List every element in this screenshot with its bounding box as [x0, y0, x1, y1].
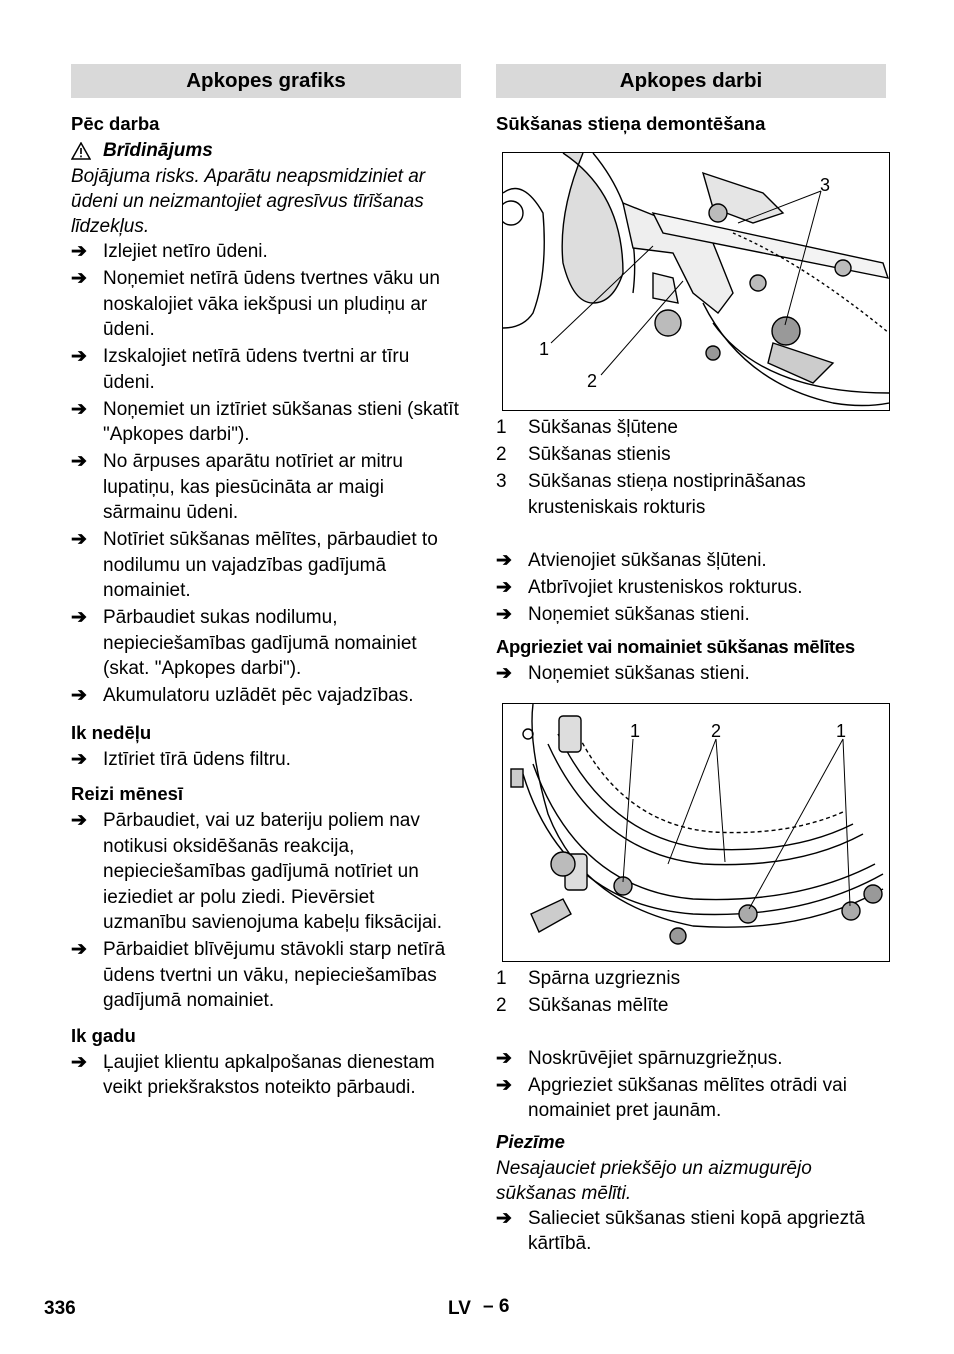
- callout-label: 2: [587, 371, 598, 391]
- warning-heading: [71, 138, 461, 164]
- legend-item: 1 Sūkšanas šļūtene: [496, 417, 678, 438]
- arrow-icon: ➔: [496, 576, 512, 598]
- list-item: ➔ No ārpuses aparātu notīriet ar mitru lupatiņu, kas piesūcināta ar maigi sārmainu ūdeni.: [71, 451, 403, 523]
- figure-squeegee-blades: [502, 703, 890, 962]
- list-item: ➔ Noskrūvējiet spārnuzgriežņus.: [496, 1046, 886, 1072]
- list-item: ➔ Pārbaudiet sukas nodilumu, nepieciešamības gadījumā nomainiet (skat. "Apkopes darbi").: [71, 607, 417, 679]
- list-item: ➔ Pārbaudiet, vai uz bateriju poliem nav notikusi oksidēšanās reakcija, nepieciešamības gadījumā notīriet un ieziediet ar polu ziedi. Pievērsiet uzmanību savienojuma kabeļu fiksācijai.: [71, 810, 443, 933]
- figure-squeegee-mount: [502, 152, 890, 411]
- list-item: ➔ Pārbaidiet blīvējumu stāvokli starp netīrā ūdens tvertni un vāku, nepieciešamības gadījumā nomainiet.: [71, 939, 446, 1011]
- arrow-icon: ➔: [71, 939, 87, 960]
- list-item: ➔ Noņemiet sūkšanas stieni.: [496, 661, 886, 687]
- list-item: ➔ Ļaujiet klientu apkalpošanas dienestam veikt priekšrakstos noteikto pārbaudi.: [71, 1051, 435, 1098]
- list-item: ➔ Notīriet sūkšanas mēlītes, pārbaudiet to nodilumu un vajadzības gadījumā nomainiet.: [71, 529, 438, 601]
- remove-steps-list: [496, 548, 886, 628]
- list-item: ➔ Noņemiet netīrā ūdens tvertnes vāku un noskalojiet vāka iekšpusi un pludiņu ar ūdeni.: [71, 268, 440, 340]
- arrow-icon: ➔: [71, 268, 87, 289]
- note-label: Piezīme: [496, 1130, 565, 1152]
- list-item: ➔ Izlejiet netīro ūdeni.: [71, 239, 461, 265]
- arrow-icon: ➔: [496, 1047, 512, 1069]
- warning-label: Brīdinājums: [103, 140, 213, 161]
- warning-icon: [71, 142, 91, 160]
- right-column: [496, 64, 886, 1258]
- legend-list-1: [496, 415, 886, 520]
- callout-label: 1: [539, 339, 550, 359]
- after-work-list: [71, 239, 461, 709]
- arrow-icon: ➔: [71, 241, 87, 262]
- arrow-icon: ➔: [496, 549, 512, 571]
- language-code: LV: [448, 1298, 471, 1319]
- weekly-list: [71, 747, 461, 773]
- legend-item: 1 Spārna uzgrieznis: [496, 967, 681, 989]
- replace-steps-list: [496, 1046, 886, 1124]
- warning-text: Bojājuma risks. Aparātu neapsmidziniet ar ūdeni un neizmantojiet agresīvus tīrīšanas līdzekļus.: [71, 166, 426, 237]
- section-page-ref: – 6: [483, 1296, 510, 1317]
- arrow-icon: ➔: [496, 1074, 512, 1096]
- list-item: ➔ Atvienojiet sūkšanas šļūteni.: [496, 548, 886, 574]
- page-number: 336: [44, 1298, 76, 1319]
- arrow-icon: ➔: [71, 685, 87, 706]
- section-header-maintenance-work: Apkopes darbi: [496, 64, 886, 98]
- arrow-icon: ➔: [71, 748, 87, 770]
- arrow-icon: ➔: [71, 607, 87, 628]
- arrow-icon: ➔: [71, 398, 87, 420]
- callout-label: 1: [836, 721, 847, 741]
- list-item: ➔ Atbrīvojiet krusteniskos rokturus.: [496, 575, 886, 601]
- note-text: Nesajauciet priekšējo un aizmugurējo sūkšanas mēlīti.: [496, 1157, 812, 1204]
- legend-item: 2 Sūkšanas stienis: [496, 444, 671, 465]
- subheading-remove-squeegee: Sūkšanas stieņa demontēšana: [496, 113, 766, 134]
- subheading-replace-blades: Apgrieziet vai nomainiet sūkšanas mēlītes: [496, 636, 855, 657]
- callout-label: 3: [820, 175, 831, 195]
- list-item: ➔ Izskalojiet netīrā ūdens tvertni ar tīru ūdeni.: [71, 346, 410, 393]
- subheading-yearly: Ik gadu: [71, 1024, 136, 1046]
- legend-item: 2 Sūkšanas mēlīte: [496, 994, 669, 1016]
- arrow-icon: ➔: [71, 346, 87, 367]
- section-header-maintenance-schedule: Apkopes grafiks: [71, 64, 461, 98]
- subheading-after-work: Pēc darba: [71, 113, 160, 134]
- arrow-icon: ➔: [496, 663, 512, 684]
- subheading-weekly: Ik nedēļu: [71, 721, 152, 743]
- arrow-icon: ➔: [496, 1207, 512, 1229]
- final-steps-list: [496, 1206, 886, 1257]
- list-item: ➔ Akumulatoru uzlādēt pēc vajadzības.: [71, 683, 461, 709]
- subheading-monthly: Reizi mēnesī: [71, 783, 184, 804]
- legend-list-2: [496, 966, 886, 1019]
- arrow-icon: ➔: [71, 451, 87, 472]
- list-item: ➔ Noņemiet un iztīriet sūkšanas stieni (skatīt "Apkopes darbi").: [71, 398, 459, 445]
- callout-label: 1: [630, 721, 641, 741]
- arrow-icon: ➔: [71, 529, 87, 550]
- legend-item: 3 Sūkšanas stieņa nostiprināšanas krusteniskais rokturis: [496, 471, 806, 518]
- callout-label: 2: [711, 721, 722, 741]
- list-item: ➔ Iztīriet tīrā ūdens filtru.: [71, 747, 461, 773]
- yearly-list: [71, 1050, 461, 1101]
- list-item: ➔ Noņemiet sūkšanas stieni.: [496, 602, 886, 628]
- list-item: ➔ Salieciet sūkšanas stieni kopā apgrieztā kārtībā.: [496, 1207, 865, 1254]
- list-item: ➔ Apgrieziet sūkšanas mēlītes otrādi vai nomainiet pret jaunām.: [496, 1074, 847, 1121]
- squeegee-mount-illustration: [503, 153, 889, 410]
- arrow-icon: ➔: [496, 603, 512, 625]
- replace-pre-steps-list: [496, 661, 886, 687]
- arrow-icon: ➔: [71, 1051, 87, 1073]
- squeegee-blades-illustration: [503, 704, 889, 961]
- arrow-icon: ➔: [71, 810, 87, 831]
- left-column: [71, 64, 461, 1102]
- monthly-list: [71, 808, 461, 1014]
